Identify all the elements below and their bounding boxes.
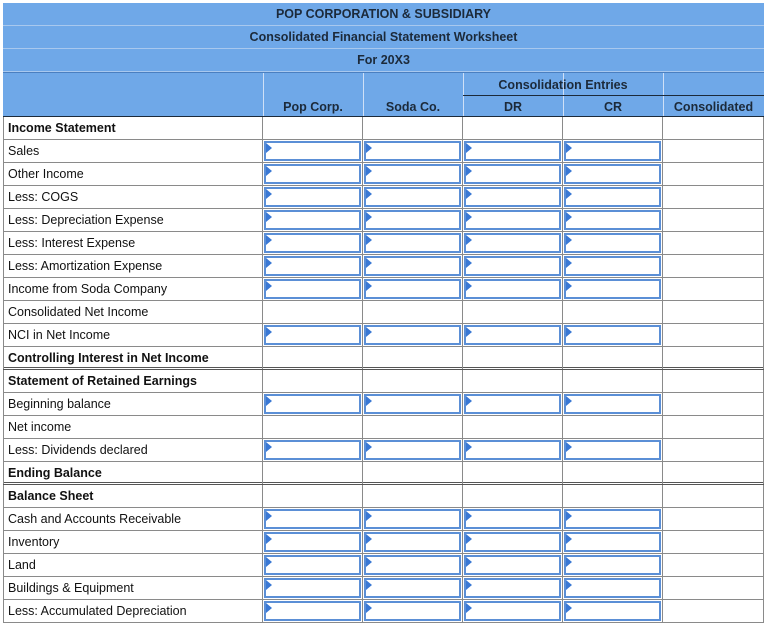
cell-pop	[263, 554, 363, 576]
cell-dr	[463, 278, 563, 300]
cell-dr	[463, 347, 563, 369]
column-header-band	[3, 72, 764, 117]
row-label: Less: Dividends declared	[3, 439, 263, 461]
cell-pop	[263, 600, 363, 622]
input-dr[interactable]	[464, 279, 561, 299]
cell-consolidated	[663, 393, 764, 415]
dropdown-marker-icon[interactable]	[266, 442, 272, 452]
cell-consolidated	[663, 577, 764, 599]
consolidation-entries-header: Consolidation Entries	[498, 78, 628, 92]
cell-pop	[263, 232, 363, 254]
cell-consolidated	[663, 347, 764, 369]
dropdown-marker-icon[interactable]	[566, 258, 572, 268]
row-label: Net income	[3, 416, 263, 438]
cell-soda	[363, 324, 463, 346]
cell-dr	[463, 508, 563, 530]
dropdown-marker-icon[interactable]	[366, 603, 372, 613]
dropdown-marker-icon[interactable]	[366, 212, 372, 222]
cell-dr	[463, 232, 563, 254]
input-cr[interactable]	[564, 394, 661, 414]
input-soda[interactable]	[364, 233, 461, 253]
cell-consolidated	[663, 370, 764, 392]
cell-cr	[563, 324, 663, 346]
cell-dr	[463, 301, 563, 323]
cell-dr	[463, 209, 563, 231]
input-soda[interactable]	[364, 187, 461, 207]
cell-pop	[263, 577, 363, 599]
cell-consolidated	[663, 117, 764, 139]
dropdown-marker-icon[interactable]	[366, 235, 372, 245]
row-label: Balance Sheet	[3, 485, 263, 507]
input-dr[interactable]	[464, 601, 561, 621]
row-label: Income Statement	[3, 117, 263, 139]
row-label: Buildings & Equipment	[3, 577, 263, 599]
cell-soda	[363, 301, 463, 323]
dropdown-marker-icon[interactable]	[366, 281, 372, 291]
dropdown-marker-icon[interactable]	[566, 166, 572, 176]
input-cr[interactable]	[564, 279, 661, 299]
cell-consolidated	[663, 416, 764, 438]
cell-pop	[263, 324, 363, 346]
table-row	[3, 600, 764, 623]
cell-cr	[563, 186, 663, 208]
input-pop[interactable]	[264, 233, 361, 253]
row-label: Less: Interest Expense	[3, 232, 263, 254]
cell-pop	[263, 439, 363, 461]
dropdown-marker-icon[interactable]	[466, 557, 472, 567]
cell-cr	[563, 347, 663, 369]
cell-pop	[263, 186, 363, 208]
input-cr[interactable]	[564, 210, 661, 230]
cell-pop	[263, 462, 363, 484]
dropdown-marker-icon[interactable]	[566, 534, 572, 544]
table-row	[3, 485, 764, 508]
dropdown-marker-icon[interactable]	[266, 143, 272, 153]
row-label: Ending Balance	[3, 462, 263, 484]
input-soda[interactable]	[364, 164, 461, 184]
cell-cr	[563, 554, 663, 576]
cell-consolidated	[663, 163, 764, 185]
dropdown-marker-icon[interactable]	[466, 143, 472, 153]
dropdown-marker-icon[interactable]	[266, 557, 272, 567]
cell-soda	[363, 347, 463, 369]
input-cr[interactable]	[564, 532, 661, 552]
row-label: Statement of Retained Earnings	[3, 370, 263, 392]
col-header-cr: CR	[603, 99, 623, 114]
cell-consolidated	[663, 531, 764, 553]
cell-dr	[463, 117, 563, 139]
input-cr[interactable]	[564, 601, 661, 621]
dropdown-marker-icon[interactable]	[366, 143, 372, 153]
cell-consolidated	[663, 462, 764, 484]
table-row	[3, 462, 764, 485]
input-dr[interactable]	[464, 210, 561, 230]
input-soda[interactable]	[364, 394, 461, 414]
cell-pop	[263, 163, 363, 185]
table-row	[3, 531, 764, 554]
input-dr[interactable]	[464, 532, 561, 552]
cell-soda	[363, 117, 463, 139]
input-pop[interactable]	[264, 509, 361, 529]
table-row	[3, 232, 764, 255]
row-label: Consolidated Net Income	[3, 301, 263, 323]
dropdown-marker-icon[interactable]	[466, 235, 472, 245]
cell-soda	[363, 508, 463, 530]
col-header-pop: Pop Corp.	[283, 99, 343, 114]
cell-pop	[263, 347, 363, 369]
dropdown-marker-icon[interactable]	[266, 511, 272, 521]
input-dr[interactable]	[464, 233, 561, 253]
cell-soda	[363, 163, 463, 185]
cell-dr	[463, 140, 563, 162]
dropdown-marker-icon[interactable]	[466, 281, 472, 291]
cell-pop	[263, 370, 363, 392]
table-row	[3, 324, 764, 347]
row-label: Less: Accumulated Depreciation	[3, 600, 263, 622]
cell-dr	[463, 255, 563, 277]
cell-consolidated	[663, 439, 764, 461]
cell-consolidated	[663, 554, 764, 576]
dropdown-marker-icon[interactable]	[466, 534, 472, 544]
input-pop[interactable]	[264, 555, 361, 575]
dropdown-marker-icon[interactable]	[466, 189, 472, 199]
input-pop[interactable]	[264, 210, 361, 230]
input-cr[interactable]	[564, 325, 661, 345]
dropdown-marker-icon[interactable]	[366, 166, 372, 176]
cell-pop	[263, 485, 363, 507]
dropdown-marker-icon[interactable]	[466, 396, 472, 406]
cell-cr	[563, 600, 663, 622]
table-row	[3, 186, 764, 209]
input-pop[interactable]	[264, 601, 361, 621]
dropdown-marker-icon[interactable]	[466, 580, 472, 590]
cell-pop	[263, 531, 363, 553]
input-soda[interactable]	[364, 440, 461, 460]
col-header-consolidated: Consolidated	[673, 99, 754, 114]
dropdown-marker-icon[interactable]	[366, 580, 372, 590]
dropdown-marker-icon[interactable]	[366, 442, 372, 452]
cell-cr	[563, 232, 663, 254]
dropdown-marker-icon[interactable]	[466, 442, 472, 452]
table-row	[3, 370, 764, 393]
cell-soda	[363, 232, 463, 254]
input-dr[interactable]	[464, 555, 561, 575]
cell-soda	[363, 140, 463, 162]
row-label: Sales	[3, 140, 263, 162]
input-dr[interactable]	[464, 141, 561, 161]
cell-soda	[363, 370, 463, 392]
dropdown-marker-icon[interactable]	[566, 327, 572, 337]
table-row	[3, 508, 764, 531]
input-pop[interactable]	[264, 164, 361, 184]
row-label: Less: Amortization Expense	[3, 255, 263, 277]
cell-soda	[363, 278, 463, 300]
cell-pop	[263, 393, 363, 415]
input-pop[interactable]	[264, 279, 361, 299]
table-row	[3, 209, 764, 232]
dropdown-marker-icon[interactable]	[566, 189, 572, 199]
dropdown-marker-icon[interactable]	[466, 511, 472, 521]
table-row	[3, 301, 764, 324]
input-dr[interactable]	[464, 187, 561, 207]
input-cr[interactable]	[564, 141, 661, 161]
worksheet-subtitle: Consolidated Financial Statement Worksheet	[3, 26, 764, 49]
row-label: Inventory	[3, 531, 263, 553]
input-soda[interactable]	[364, 279, 461, 299]
cell-pop	[263, 301, 363, 323]
dropdown-marker-icon[interactable]	[266, 235, 272, 245]
cell-cr	[563, 393, 663, 415]
cell-soda	[363, 462, 463, 484]
input-soda[interactable]	[364, 601, 461, 621]
table-row	[3, 439, 764, 462]
dropdown-marker-icon[interactable]	[566, 235, 572, 245]
input-pop[interactable]	[264, 440, 361, 460]
dropdown-marker-icon[interactable]	[566, 557, 572, 567]
cell-soda	[363, 186, 463, 208]
input-pop[interactable]	[264, 532, 361, 552]
input-cr[interactable]	[564, 509, 661, 529]
cell-dr	[463, 416, 563, 438]
row-label: Cash and Accounts Receivable	[3, 508, 263, 530]
dropdown-marker-icon[interactable]	[366, 189, 372, 199]
cell-soda	[363, 416, 463, 438]
dropdown-marker-icon[interactable]	[466, 212, 472, 222]
dropdown-marker-icon[interactable]	[266, 212, 272, 222]
dropdown-marker-icon[interactable]	[466, 258, 472, 268]
input-dr[interactable]	[464, 509, 561, 529]
cell-cr	[563, 163, 663, 185]
dropdown-marker-icon[interactable]	[266, 258, 272, 268]
cell-soda	[363, 600, 463, 622]
dropdown-marker-icon[interactable]	[266, 281, 272, 291]
cell-dr	[463, 370, 563, 392]
input-dr[interactable]	[464, 394, 561, 414]
cell-consolidated	[663, 485, 764, 507]
cell-consolidated	[663, 301, 764, 323]
input-dr[interactable]	[464, 325, 561, 345]
dropdown-marker-icon[interactable]	[266, 189, 272, 199]
cell-soda	[363, 255, 463, 277]
cell-soda	[363, 439, 463, 461]
col-header-soda: Soda Co.	[385, 99, 441, 114]
dropdown-marker-icon[interactable]	[266, 603, 272, 613]
table-row	[3, 255, 764, 278]
row-label: Less: Depreciation Expense	[3, 209, 263, 231]
cell-dr	[463, 485, 563, 507]
cell-cr	[563, 508, 663, 530]
cell-cr	[563, 531, 663, 553]
cell-consolidated	[663, 255, 764, 277]
cell-dr	[463, 531, 563, 553]
cell-cr	[563, 439, 663, 461]
input-pop[interactable]	[264, 141, 361, 161]
cell-dr	[463, 577, 563, 599]
dropdown-marker-icon[interactable]	[366, 534, 372, 544]
row-label: Beginning balance	[3, 393, 263, 415]
dropdown-marker-icon[interactable]	[266, 534, 272, 544]
row-label: Less: COGS	[3, 186, 263, 208]
cell-consolidated	[663, 600, 764, 622]
cell-dr	[463, 393, 563, 415]
cell-soda	[363, 393, 463, 415]
row-label: Income from Soda Company	[3, 278, 263, 300]
input-soda[interactable]	[364, 141, 461, 161]
cell-soda	[363, 554, 463, 576]
worksheet-title: POP CORPORATION & SUBSIDIARY	[3, 3, 764, 26]
cell-cr	[563, 416, 663, 438]
dropdown-marker-icon[interactable]	[266, 580, 272, 590]
cell-consolidated	[663, 278, 764, 300]
cell-dr	[463, 186, 563, 208]
cell-pop	[263, 255, 363, 277]
row-label: Land	[3, 554, 263, 576]
cell-consolidated	[663, 508, 764, 530]
cell-consolidated	[663, 232, 764, 254]
dropdown-marker-icon[interactable]	[566, 442, 572, 452]
table-row	[3, 393, 764, 416]
table-row	[3, 577, 764, 600]
col-header-dr: DR	[503, 99, 523, 114]
cell-soda	[363, 485, 463, 507]
dropdown-marker-icon[interactable]	[266, 327, 272, 337]
cell-cr	[563, 462, 663, 484]
input-pop[interactable]	[264, 394, 361, 414]
cell-consolidated	[663, 140, 764, 162]
input-soda[interactable]	[364, 509, 461, 529]
input-dr[interactable]	[464, 578, 561, 598]
cell-pop	[263, 209, 363, 231]
input-cr[interactable]	[564, 164, 661, 184]
cell-pop	[263, 278, 363, 300]
input-pop[interactable]	[264, 578, 361, 598]
cell-dr	[463, 324, 563, 346]
dropdown-marker-icon[interactable]	[266, 166, 272, 176]
dropdown-marker-icon[interactable]	[566, 396, 572, 406]
input-cr[interactable]	[564, 256, 661, 276]
table-row	[3, 140, 764, 163]
cell-dr	[463, 439, 563, 461]
dropdown-marker-icon[interactable]	[466, 603, 472, 613]
input-pop[interactable]	[264, 256, 361, 276]
dropdown-marker-icon[interactable]	[466, 327, 472, 337]
cell-cr	[563, 485, 663, 507]
cell-cr	[563, 577, 663, 599]
cell-consolidated	[663, 186, 764, 208]
dropdown-marker-icon[interactable]	[266, 396, 272, 406]
row-label: Other Income	[3, 163, 263, 185]
input-soda[interactable]	[364, 555, 461, 575]
input-soda[interactable]	[364, 578, 461, 598]
cell-dr	[463, 163, 563, 185]
dropdown-marker-icon[interactable]	[366, 557, 372, 567]
input-cr[interactable]	[564, 187, 661, 207]
cell-consolidated	[663, 324, 764, 346]
dropdown-marker-icon[interactable]	[366, 258, 372, 268]
input-cr[interactable]	[564, 578, 661, 598]
dropdown-marker-icon[interactable]	[566, 143, 572, 153]
table-row	[3, 278, 764, 301]
row-label: Controlling Interest in Net Income	[3, 347, 263, 369]
cell-cr	[563, 255, 663, 277]
input-soda[interactable]	[364, 325, 461, 345]
table-row	[3, 416, 764, 439]
cell-dr	[463, 462, 563, 484]
input-dr[interactable]	[464, 164, 561, 184]
cell-cr	[563, 301, 663, 323]
input-pop[interactable]	[264, 187, 361, 207]
input-dr[interactable]	[464, 440, 561, 460]
input-soda[interactable]	[364, 210, 461, 230]
input-cr[interactable]	[564, 440, 661, 460]
table-row	[3, 554, 764, 577]
cell-soda	[363, 577, 463, 599]
cell-cr	[563, 370, 663, 392]
cell-pop	[263, 416, 363, 438]
dropdown-marker-icon[interactable]	[466, 166, 472, 176]
cell-pop	[263, 140, 363, 162]
input-soda[interactable]	[364, 256, 461, 276]
cell-cr	[563, 278, 663, 300]
dropdown-marker-icon[interactable]	[566, 603, 572, 613]
dropdown-marker-icon[interactable]	[566, 212, 572, 222]
cell-cr	[563, 209, 663, 231]
cell-pop	[263, 508, 363, 530]
dropdown-marker-icon[interactable]	[366, 511, 372, 521]
cell-consolidated	[663, 209, 764, 231]
cell-cr	[563, 140, 663, 162]
table-row	[3, 163, 764, 186]
dropdown-marker-icon[interactable]	[366, 396, 372, 406]
cell-dr	[463, 554, 563, 576]
input-soda[interactable]	[364, 532, 461, 552]
dropdown-marker-icon[interactable]	[566, 580, 572, 590]
cell-dr	[463, 600, 563, 622]
dropdown-marker-icon[interactable]	[566, 511, 572, 521]
input-cr[interactable]	[564, 555, 661, 575]
input-dr[interactable]	[464, 256, 561, 276]
cell-pop	[263, 117, 363, 139]
input-cr[interactable]	[564, 233, 661, 253]
input-pop[interactable]	[264, 325, 361, 345]
cell-soda	[363, 209, 463, 231]
table-row	[3, 117, 764, 140]
dropdown-marker-icon[interactable]	[566, 281, 572, 291]
dropdown-marker-icon[interactable]	[366, 327, 372, 337]
row-label: NCI in Net Income	[3, 324, 263, 346]
worksheet-period: For 20X3	[3, 49, 764, 72]
cell-soda	[363, 531, 463, 553]
table-row	[3, 347, 764, 370]
cell-cr	[563, 117, 663, 139]
